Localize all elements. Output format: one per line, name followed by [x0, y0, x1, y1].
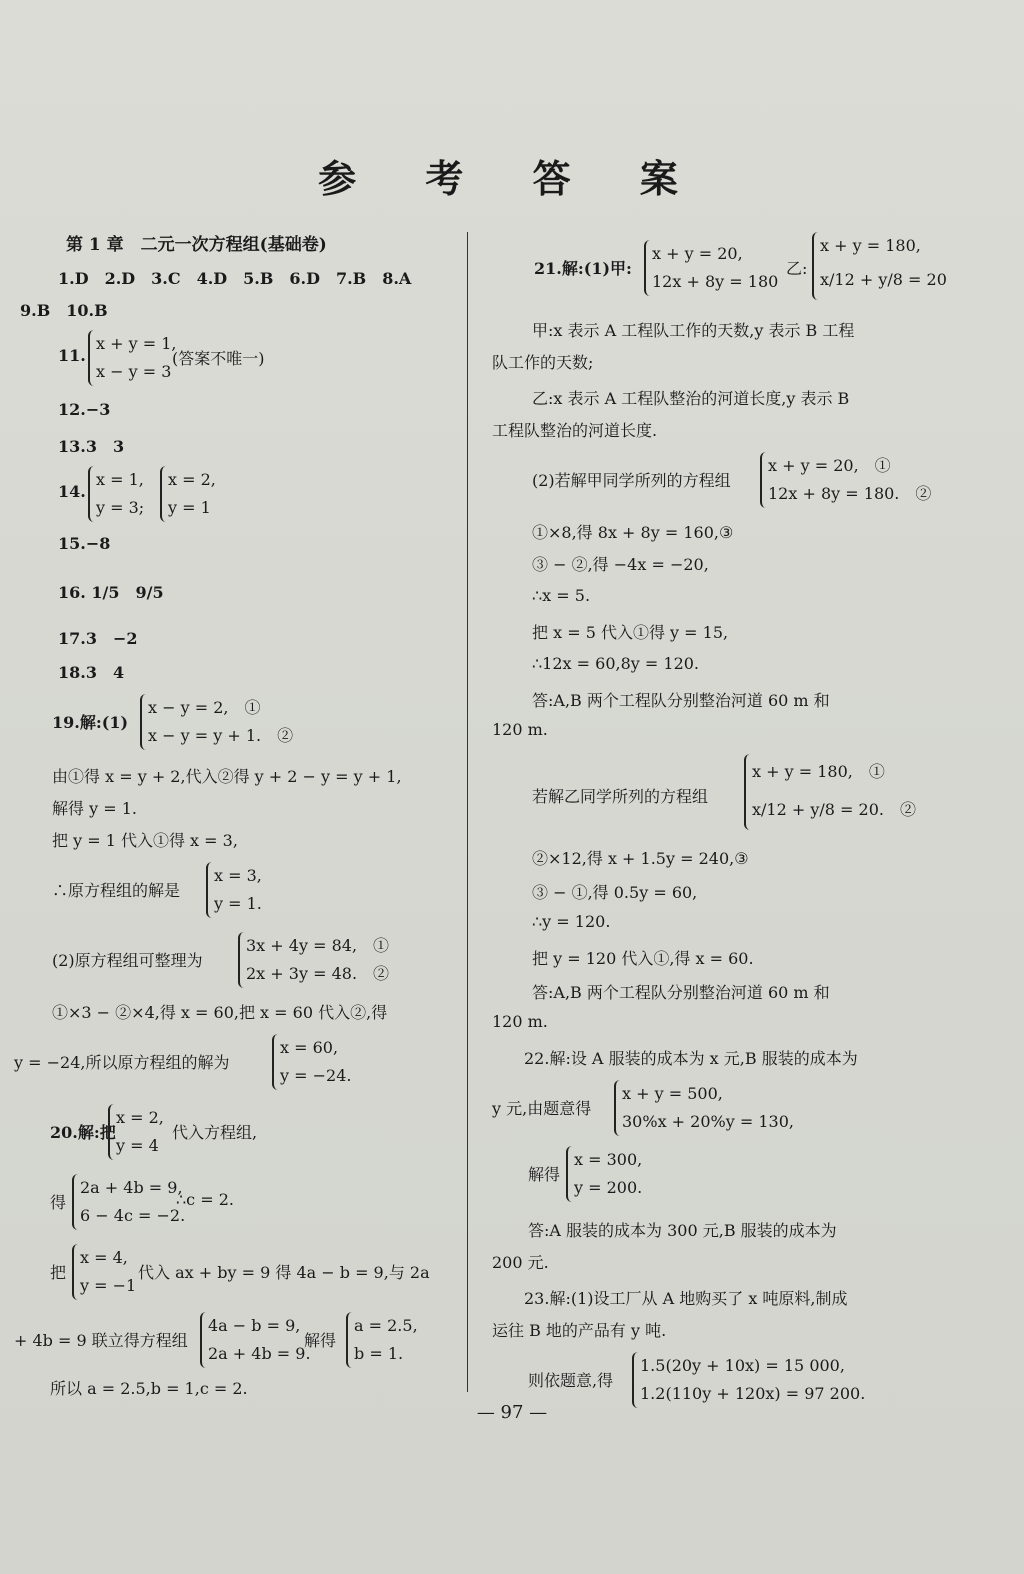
solution-line: + 4b = 9 联立得方程组 — [14, 1331, 188, 1350]
solution-line: 甲:x 表示 A 工程队工作的天数,y 表示 B 工程 — [532, 321, 855, 340]
equation-system: x = 3, y = 1. — [206, 862, 262, 918]
equation-system: a = 2.5, b = 1. — [346, 1312, 418, 1368]
solution-line: 若解乙同学所列的方程组 — [532, 787, 709, 806]
equation-system: 2a + 4b = 9, 6 − 4c = −2. — [72, 1174, 185, 1230]
equation-system: x = 2, y = 4 — [108, 1104, 164, 1160]
solution-line: 由①得 x = y + 2,代入②得 y + 2 − y = y + 1, — [52, 767, 402, 786]
solution-line: ∴y = 120. — [532, 912, 611, 931]
equation-system: x + y = 500, 30%x + 20%y = 130, — [614, 1080, 794, 1136]
solution-line: 120 m. — [492, 720, 548, 739]
solution-line: 乙: — [786, 259, 808, 278]
q19-label: 19.解:(1) — [52, 713, 129, 732]
equation-system: x = 1, y = 3; — [88, 466, 144, 522]
answer-line: 12.−3 — [58, 400, 111, 419]
answer-line: 15.−8 — [58, 534, 111, 553]
solution-line: 代入方程组, — [172, 1123, 258, 1142]
answer-line: 16. 1/5 9/5 — [58, 583, 164, 602]
solution-line: y = −24,所以原方程组的解为 — [14, 1053, 230, 1072]
equation-system: x − y = 2, ① x − y = y + 1. ② — [140, 694, 293, 750]
equation-system: 3x + 4y = 84, ① 2x + 3y = 48. ② — [238, 932, 389, 988]
solution-line: 120 m. — [492, 1012, 548, 1031]
answer-line: 17.3 −2 — [58, 629, 138, 648]
q14-label: 14. — [58, 482, 86, 501]
solution-line: ∴12x = 60,8y = 120. — [532, 654, 700, 673]
solution-line: ②×12,得 x + 1.5y = 240,③ — [532, 849, 749, 868]
solution-line: (2)原方程组可整理为 — [52, 951, 203, 970]
solution-line: 答:A,B 两个工程队分别整治河道 60 m 和 — [532, 691, 830, 710]
solution-line: 则依题意,得 — [528, 1371, 614, 1390]
solution-line: 把 y = 120 代入①,得 x = 60. — [532, 949, 754, 968]
answer-line: 13.3 3 — [58, 437, 125, 456]
solution-line: 200 元. — [492, 1253, 549, 1272]
equation-system: x = 2, y = 1 — [160, 466, 216, 522]
solution-line: 工程队整治的河道长度. — [492, 421, 658, 440]
solution-line: 23.解:(1)设工厂从 A 地购买了 x 吨原料,制成 — [524, 1289, 848, 1308]
solution-line: ③ − ①,得 0.5y = 60, — [532, 883, 698, 902]
equation-system: x + y = 180, ① x/12 + y/8 = 20. ② — [744, 754, 916, 830]
q21-label: 21.解:(1)甲: — [534, 259, 632, 278]
solution-line: 把 y = 1 代入①得 x = 3, — [52, 831, 238, 850]
solution-line: 把 x = 5 代入①得 y = 15, — [532, 623, 729, 642]
solution-line: 22.解:设 A 服装的成本为 x 元,B 服装的成本为 — [524, 1049, 858, 1068]
page-number: — 97 — — [476, 1402, 548, 1423]
note: (答案不唯一) — [172, 349, 265, 368]
solution-line: 乙:x 表示 A 工程队整治的河道长度,y 表示 B — [532, 389, 850, 408]
column-divider — [467, 232, 468, 1392]
solution-line: ①×3 − ②×4,得 x = 60,把 x = 60 代入②,得 — [52, 1003, 388, 1022]
solution-line: 答:A,B 两个工程队分别整治河道 60 m 和 — [532, 983, 830, 1002]
solution-line: ①×8,得 8x + 8y = 160,③ — [532, 523, 734, 542]
q11-label: 11. — [58, 346, 86, 365]
solution-line: ∴c = 2. — [176, 1190, 234, 1209]
equation-system: x = 4, y = −1 — [72, 1244, 136, 1300]
page-title: 参 考 答 案 — [318, 156, 706, 201]
solution-line: y 元,由题意得 — [492, 1099, 592, 1118]
equation-system: x = 60, y = −24. — [272, 1034, 351, 1090]
solution-line: 代入 ax + by = 9 得 4a − b = 9,与 2a — [138, 1263, 430, 1282]
solution-line: ③ − ②,得 −4x = −20, — [532, 555, 709, 574]
equation-system: x + y = 20, ① 12x + 8y = 180. ② — [760, 452, 931, 508]
solution-line: 运往 B 地的产品有 y 吨. — [492, 1321, 667, 1340]
chapter-heading: 第 1 章 二元一次方程组(基础卷) — [66, 235, 327, 255]
equation-system: x + y = 20, 12x + 8y = 180 — [644, 240, 778, 296]
equation-system: x + y = 180, x/12 + y/8 = 20 — [812, 232, 947, 300]
solution-line: (2)若解甲同学所列的方程组 — [532, 471, 731, 490]
solution-line: 解得 — [304, 1331, 337, 1350]
solution-line: ∴原方程组的解是 — [52, 881, 181, 900]
q20-label: 20.解:把 — [50, 1123, 116, 1142]
answer-line: 18.3 4 — [58, 663, 125, 682]
solution-line: 解得 y = 1. — [52, 799, 137, 818]
answer-line: 1.D 2.D 3.C 4.D 5.B 6.D 7.B 8.A — [58, 269, 412, 288]
equation-system: 1.5(20y + 10x) = 15 000, 1.2(110y + 120x) = 97 200. — [632, 1352, 865, 1408]
answer-line: 9.B 10.B — [20, 301, 108, 320]
solution-line: ∴x = 5. — [532, 586, 591, 605]
equation-system: x = 300, y = 200. — [566, 1146, 642, 1202]
solution-line: 答:A 服装的成本为 300 元,B 服装的成本为 — [528, 1221, 837, 1240]
solution-line: 把 — [50, 1263, 67, 1282]
equation-system: x + y = 1, x − y = 3 — [88, 330, 176, 386]
solution-line: 队工作的天数; — [492, 353, 594, 372]
equation-system: 4a − b = 9, 2a + 4b = 9. — [200, 1312, 311, 1368]
solution-line: 解得 — [528, 1165, 561, 1184]
solution-line: 所以 a = 2.5,b = 1,c = 2. — [50, 1379, 248, 1398]
solution-line: 得 — [50, 1193, 67, 1212]
